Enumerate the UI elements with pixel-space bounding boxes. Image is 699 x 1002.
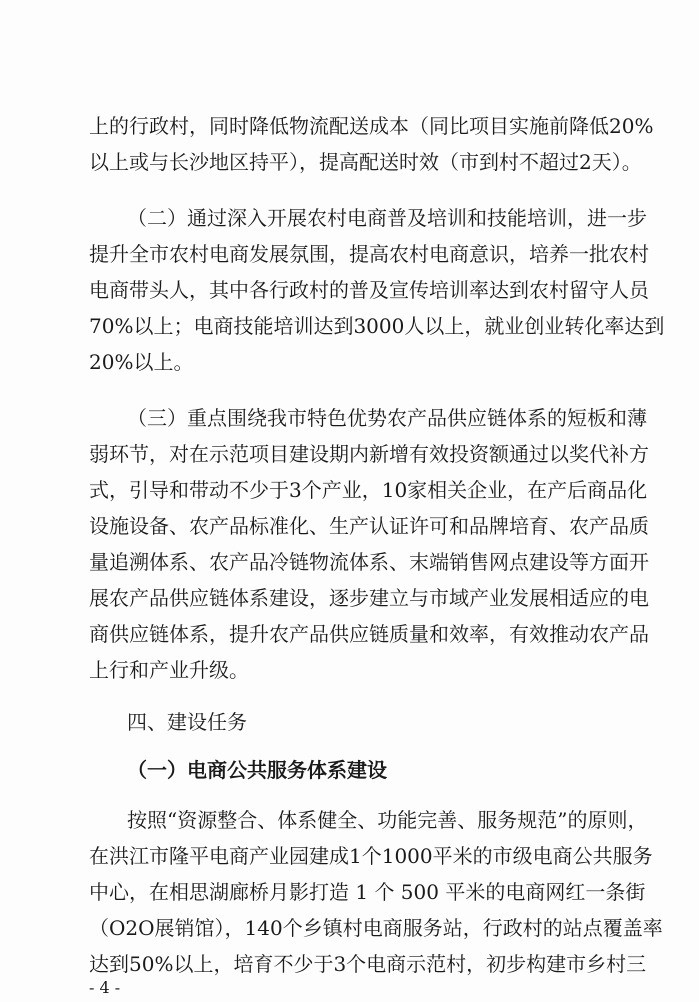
- paragraph-line: 上行和产业升级。: [89, 658, 249, 682]
- paragraph-line: （O2O展销馆），140个乡镇村电商服务站，行政村的站点覆盖率: [89, 916, 663, 940]
- paragraph-line: （三）重点围绕我市特色优势农产品供应链体系的短板和薄: [127, 406, 647, 430]
- paragraph-line: 展农产品供应链体系建设，逐步建立与市域产业发展相适应的电: [89, 586, 649, 610]
- paragraph-line: 按照“资源整合、体系健全、功能完善、服务规范”的原则，: [127, 808, 648, 832]
- section-heading: 四、建设任务: [127, 710, 247, 734]
- paragraph-line: 20%以上。: [89, 350, 194, 374]
- paragraph-line: 设施设备、农产品标准化、生产认证许可和品牌培育、农产品质: [89, 514, 649, 538]
- paragraph-line: 商供应链体系，提升农产品供应链质量和效率，有效推动农产品: [89, 622, 649, 646]
- paragraph-line: （二）通过深入开展农村电商普及培训和技能培训，进一步: [127, 206, 647, 230]
- paragraph-line: 在洪江市隆平电商产业园建成1个1000平米的市级电商公共服务: [89, 844, 653, 868]
- paragraph-line: 式，引导和带动不少于3个产业，10家相关企业，在产后商品化: [89, 478, 648, 502]
- paragraph-line: 以上或与长沙地区持平），提高配送时效（市到村不超过2天）。: [89, 150, 642, 174]
- paragraph-line: 量追溯体系、农产品冷链物流体系、末端销售网点建设等方面开: [89, 550, 649, 574]
- paragraph-line: 提升全市农村电商发展氛围，提高农村电商意识，培养一批农村: [89, 242, 649, 266]
- paragraph-line: 达到50%以上，培育不少于3个电商示范村，初步构建市乡村三: [89, 952, 647, 976]
- page-number: - 4 -: [89, 978, 121, 997]
- paragraph-line: 电商带头人，其中各行政村的普及宣传培训率达到农村留守人员: [89, 278, 649, 302]
- paragraph-line: 70%以上；电商技能培训达到3000人以上，就业创业转化率达到: [89, 314, 665, 338]
- paragraph-line: 上的行政村，同时降低物流配送成本（同比项目实施前降低20%: [89, 114, 654, 138]
- paragraph-line: 中心，在相思湖廊桥月影打造 1 个 500 平米的电商网红一条街: [89, 880, 646, 904]
- subsection-heading: （一）电商公共服务体系建设: [127, 758, 387, 782]
- paragraph-line: 弱环节，对在示范项目建设期内新增有效投资额通过以奖代补方: [89, 442, 649, 466]
